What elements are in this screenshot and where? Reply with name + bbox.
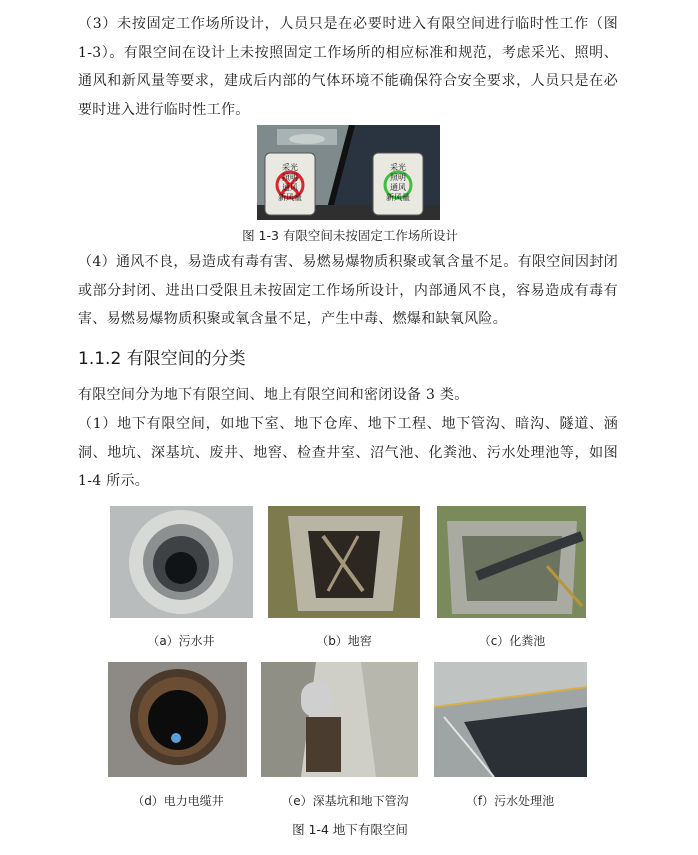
subcaption-e: （e）深基坑和地下管沟: [281, 794, 409, 808]
left-card-labels: 采光 照明 通风 新风量: [278, 163, 302, 202]
photo-sewage-treatment-pool: [434, 662, 587, 777]
right-card-labels: 采光 照明 通风 新风量: [386, 163, 410, 202]
subcaption-c: （c）化粪池: [478, 634, 546, 648]
photo-power-cable-well: [108, 662, 247, 777]
subcaption-f: （f）污水处理池: [465, 794, 555, 808]
figure-1-3-illustration: [257, 125, 440, 220]
subcaption-b: （b）地窖: [316, 634, 372, 648]
paragraph-3: （3）未按固定工作场所设计，人员只是在必要时进入有限空间进行临时性工作（图 1-3）。有限空间在设计上未按照固定工作场所的相应标准和规范，考虑采光、照明、通风和新风量等要求，建成后内部的气体环境不能确保符合安全要求，人员只是在必要时进入进行临时性工作。: [78, 16, 618, 118]
subcaption-a: （a）污水井: [147, 634, 215, 648]
photo-septic-tank: [437, 506, 586, 618]
photo-deep-pit-trench: [261, 662, 418, 777]
photo-sewage-well: [110, 506, 253, 618]
figure-1-3-caption: 图 1-3 有限空间未按固定工作场所设计: [242, 228, 458, 243]
photo-cellar: [268, 506, 420, 618]
paragraph-intro: 有限空间分为地下有限空间、地上有限空间和密闭设备 3 类。: [78, 387, 469, 403]
paragraph-4: （4）通风不良，易造成有毒有害、易燃易爆物质积聚或氧含量不足。有限空间因封闭或部分封闭、进出口受限且未按固定工作场所设计，内部通风不良，容易造成有毒有害、易燃易爆物质积聚或氧含量不足，产生中毒、燃爆和缺氧风险。: [78, 254, 618, 327]
section-heading: 1.1.2 有限空间的分类: [78, 349, 246, 369]
paragraph-1: （1）地下有限空间，如地下室、地下仓库、地下工程、地下管沟、暗沟、隧道、涵洞、地坑、深基坑、废井、地窖、检查井室、沼气池、化粪池、污水处理池等，如图 1-4 所示。: [78, 416, 618, 489]
subcaption-d: （d）电力电缆井: [132, 794, 224, 808]
figure-1-4-caption: 图 1-4 地下有限空间: [292, 822, 408, 837]
